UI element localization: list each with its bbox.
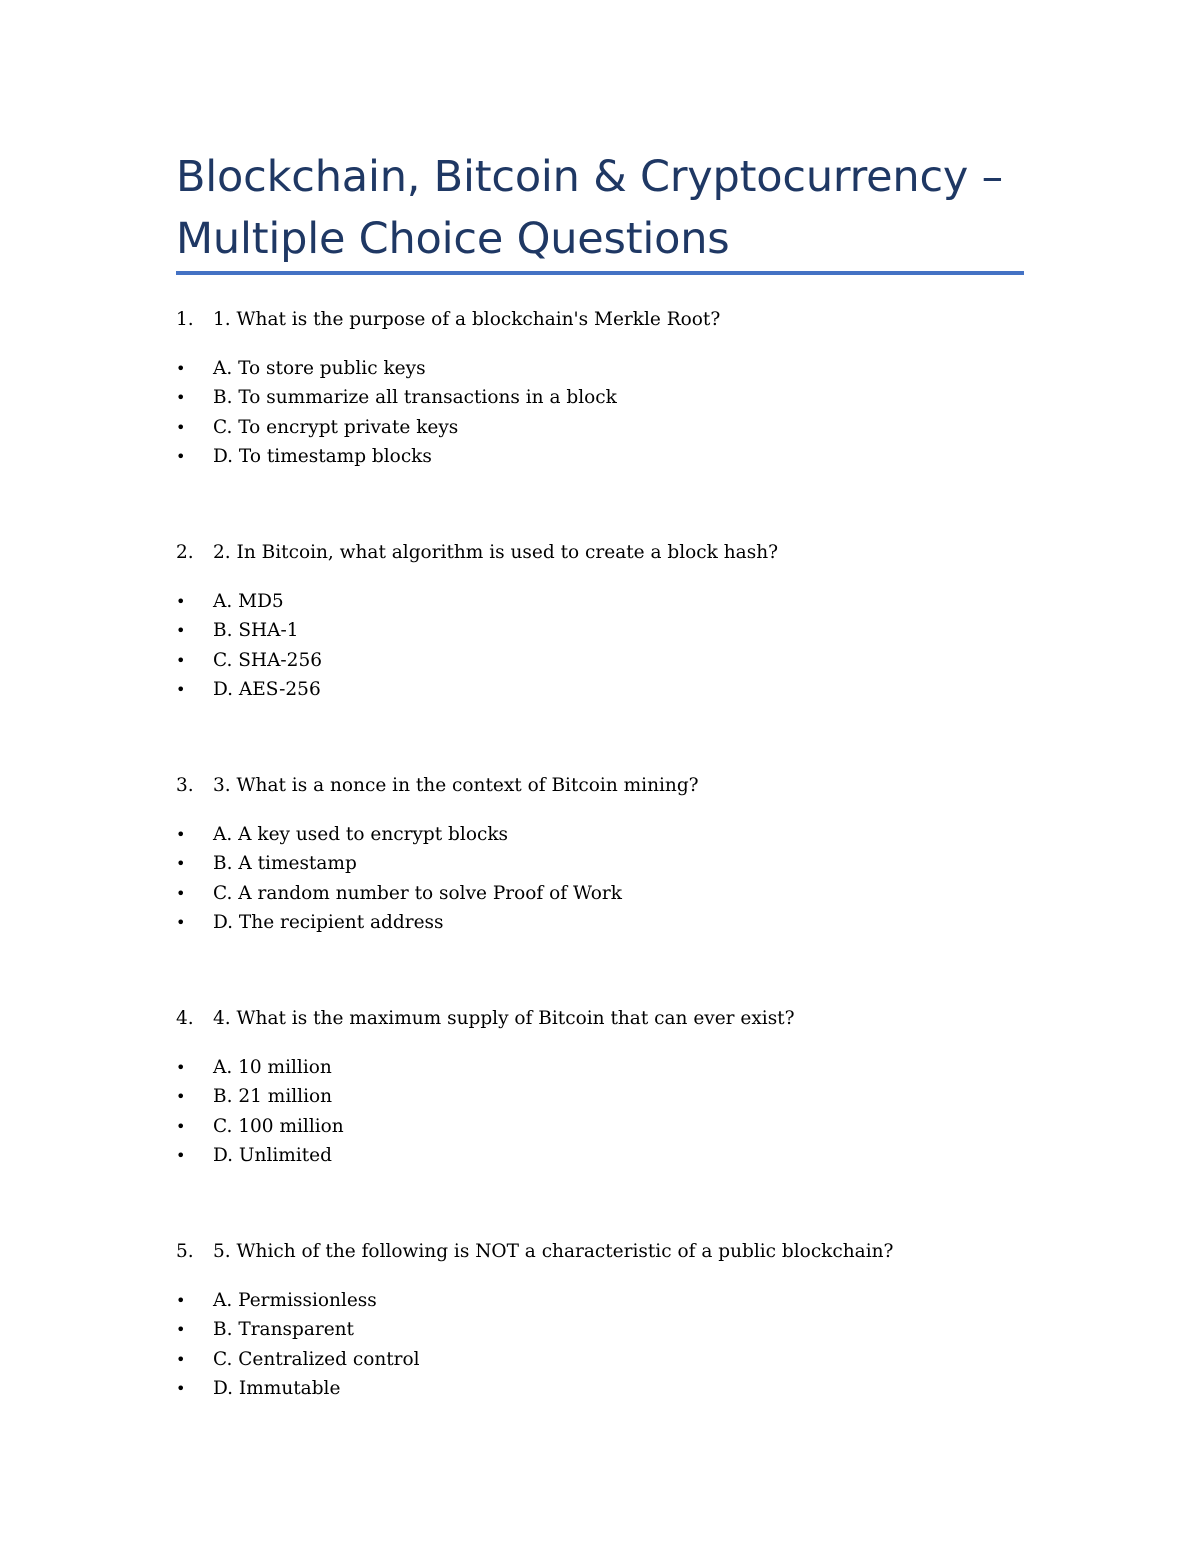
answer-text: C. Centralized control: [213, 1348, 420, 1370]
answer-option: [176, 442, 617, 471]
question-number: 5.: [176, 1241, 194, 1262]
answer-option: [176, 646, 322, 675]
answer-text: C. To encrypt private keys: [213, 416, 459, 438]
question-line: [176, 773, 699, 799]
bullet-icon: •: [176, 1291, 186, 1310]
question-number: 3.: [176, 775, 194, 796]
question-text: 4. What is the maximum supply of Bitcoin that can ever exist?: [213, 1008, 795, 1029]
bullet-icon: •: [176, 621, 186, 641]
answer-options: [176, 1053, 344, 1170]
bullet-icon: •: [176, 825, 186, 844]
answer-text: B. SHA-1: [213, 620, 299, 642]
question-line: [176, 540, 778, 566]
bullet-icon: •: [176, 1145, 186, 1165]
answer-option: [176, 1345, 420, 1374]
question-text: 3. What is a nonce in the context of Bitcoin mining?: [213, 775, 699, 796]
question-line: [176, 1239, 893, 1265]
answer-text: B. 21 million: [213, 1086, 333, 1108]
bullet-icon: •: [176, 1378, 186, 1398]
answer-options: [176, 820, 622, 937]
answer-option: [176, 1286, 420, 1315]
bullet-icon: •: [176, 446, 186, 466]
answer-options: [176, 1286, 420, 1403]
answer-text: C. A random number to solve Proof of Work: [213, 882, 622, 904]
answer-option: [176, 1053, 344, 1082]
question-line: [176, 1006, 795, 1032]
answer-options: [176, 354, 617, 471]
page-title: Blockchain, Bitcoin & Cryptocurrency – Multiple Choice Questions: [176, 152, 1003, 264]
bullet-icon: •: [176, 854, 186, 874]
answer-text: B. A timestamp: [213, 853, 357, 875]
answer-option: [176, 354, 617, 383]
question-text: 5. Which of the following is NOT a characteristic of a public blockchain?: [213, 1241, 894, 1262]
answer-text: C. 100 million: [213, 1115, 344, 1137]
answer-option: [176, 1082, 344, 1111]
answer-text: B. Transparent: [213, 1319, 354, 1341]
answer-option: [176, 1374, 420, 1403]
bullet-icon: •: [176, 679, 186, 699]
bullet-icon: •: [176, 1087, 186, 1107]
bullet-icon: •: [176, 1116, 186, 1136]
bullet-icon: •: [176, 417, 186, 437]
answer-text: A. To store public keys: [213, 358, 426, 379]
answer-text: A. Permissionless: [213, 1290, 377, 1311]
answer-text: D. The recipient address: [213, 911, 444, 933]
bullet-icon: •: [176, 388, 186, 408]
bullet-icon: •: [176, 883, 186, 903]
answer-text: D. To timestamp blocks: [213, 445, 432, 467]
answer-option: [176, 1112, 344, 1141]
answer-text: B. To summarize all transactions in a block: [213, 387, 617, 409]
bullet-icon: •: [176, 1320, 186, 1340]
answer-options: [176, 587, 322, 704]
question-number: 1.: [176, 309, 194, 330]
answer-option: [176, 587, 322, 616]
answer-option: [176, 820, 622, 849]
question-line: [176, 307, 720, 333]
question-text: 2. In Bitcoin, what algorithm is used to create a block hash?: [213, 542, 779, 563]
answer-text: A. MD5: [213, 591, 284, 612]
answer-option: [176, 908, 622, 937]
question-number: 4.: [176, 1008, 194, 1029]
answer-option: [176, 616, 322, 645]
answer-text: A. 10 million: [213, 1057, 332, 1078]
question-number: 2.: [176, 542, 194, 563]
bullet-icon: •: [176, 1349, 186, 1369]
bullet-icon: •: [176, 912, 186, 932]
bullet-icon: •: [176, 359, 186, 378]
bullet-icon: •: [176, 592, 186, 611]
answer-text: D. Immutable: [213, 1377, 341, 1399]
answer-text: D. AES-256: [213, 678, 321, 700]
answer-option: [176, 1315, 420, 1344]
answer-option: [176, 879, 622, 908]
answer-text: D. Unlimited: [213, 1144, 332, 1166]
answer-option: [176, 675, 322, 704]
answer-text: A. A key used to encrypt blocks: [213, 824, 509, 845]
bullet-icon: •: [176, 1058, 186, 1077]
answer-option: [176, 849, 622, 878]
bullet-icon: •: [176, 650, 186, 670]
answer-option: [176, 383, 617, 412]
question-text: 1. What is the purpose of a blockchain's Merkle Root?: [213, 309, 721, 330]
title-underline: [176, 271, 1024, 275]
answer-option: [176, 413, 617, 442]
answer-text: C. SHA-256: [213, 649, 322, 671]
answer-option: [176, 1141, 344, 1170]
